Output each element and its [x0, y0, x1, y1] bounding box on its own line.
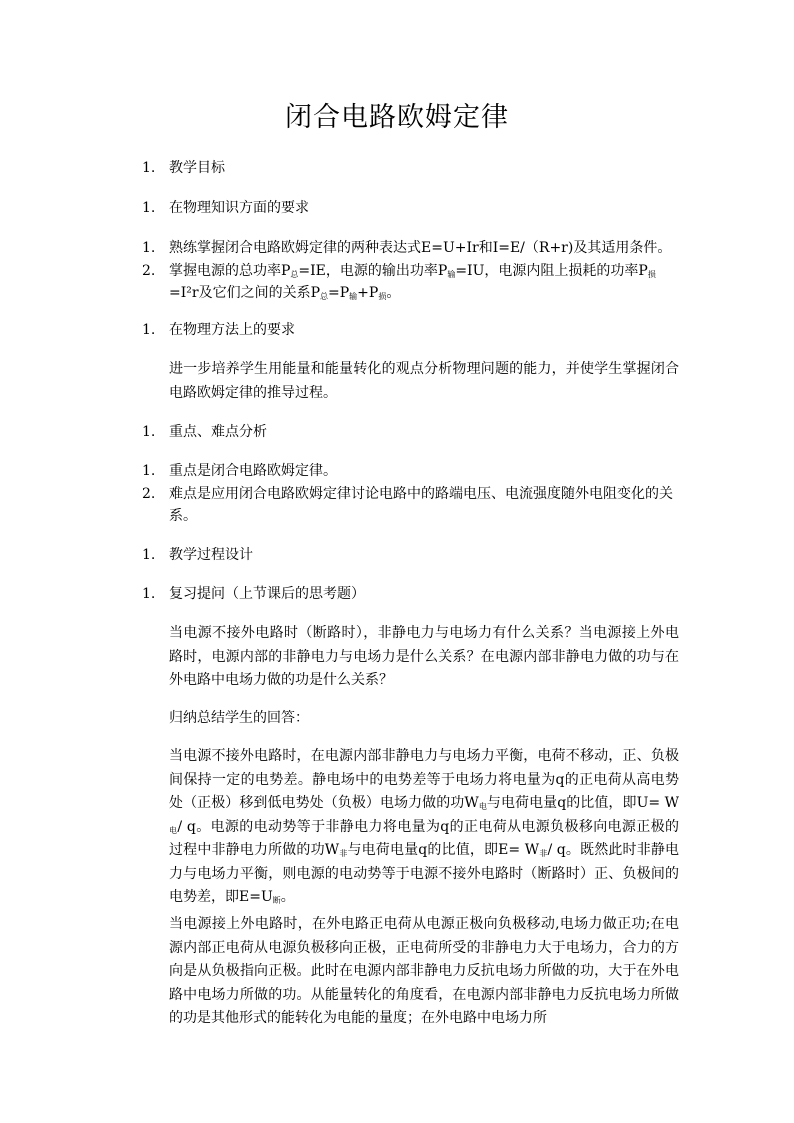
list-item-method-requirement: [142, 319, 682, 341]
method-paragraph: 进一步培养学生用能量和能量转化的观点分析物理问题的能力，并使学生掌握闭合电路欧姆定律的推导过程。: [169, 361, 679, 401]
list-number: 1.: [142, 463, 156, 479]
list-item-physics-requirement: [142, 197, 682, 219]
list-number: 1.: [142, 322, 156, 338]
page-title: 闭合电路欧姆定律: [285, 102, 509, 133]
list-text: 难点是应用闭合电路欧姆定律讨论电路中的路端电压、电流强度随外电阻变化的关系。: [169, 486, 673, 524]
list-number: 1.: [142, 586, 156, 602]
list-item-process: [142, 544, 682, 566]
list-text: 掌握电源的总功率$P_总=IE$，电源的输出功率$P_输=IU$，电源内阻上损耗的功率$P_损=I^2r$及它们之间的关系$P_总=P_输+P_损$。: [169, 263, 656, 301]
list-text: 重点是闭合电路欧姆定律。: [169, 463, 337, 479]
list-item-master-formula: [142, 237, 702, 259]
list-number: 1.: [142, 424, 156, 440]
list-text: 教学过程设计: [169, 547, 253, 563]
list-text: 重点、难点分析: [169, 424, 267, 440]
list-text: 复习提问（上节课后的思考题）: [169, 586, 365, 602]
list-item-teaching-goal: [142, 157, 682, 179]
list-item-key-points: [142, 421, 682, 443]
list-number: 1.: [142, 547, 156, 563]
list-number: 2.: [142, 263, 156, 279]
list-number: 2.: [142, 486, 156, 502]
list-text: 熟练掌握闭合电路欧姆定律的两种表达式E=U+Ir和I=E/（R+r)及其适用条件。: [169, 240, 672, 256]
list-text: 教学目标: [169, 160, 225, 176]
list-item-review: [142, 583, 682, 605]
list-number: 1.: [142, 200, 156, 216]
list-item-key-2: [142, 483, 682, 527]
list-number: 1.: [142, 240, 156, 256]
list-number: 1.: [142, 160, 156, 176]
answer-paragraph-1: 当电源不接外电路时，在电源内部非静电力与电场力平衡，电荷不移动，正、负极间保持一定的电势差。静电场中的电势差等于电场力将电量为q的正电荷从高电势处（正极）移到低电势处（负极）电场力做的功$W_电$与电荷电量q的比值，即$U= W_电/$ q。电源的电动势等于非静电力将电量为q的正电荷从电源负极移向电源正极的过程中非静电力所做的功$W_非$与电荷电量q的比值，即$E= W_非/$ q。既然此时非静电力与电场力平衡，则电源的电动势等于电源不接外电路时（断路时）正、负极间的电势差，即$E=U_断$。: [169, 748, 680, 905]
list-text: 在物理知识方面的要求: [169, 200, 309, 216]
list-item-key-1: [142, 460, 682, 482]
question-paragraph: 当电源不接外电路时（断路时），非静电力与电场力有什么关系？当电源接上外电路时，电源内部的非静电力与电场力是什么关系？在电源内部非静电力做的功与在外电路中电场力做的功是什么关系？: [169, 625, 679, 688]
list-item-power-relations: [142, 260, 682, 304]
answer-paragraph-2: 当电源接上外电路时，在外电路正电荷从电源正极向负极移动,电场力做正功;在电源内部正电荷从电源负极移向正极，正电荷所受的非静电力大于电场力，合力的方向是从负极指向正极。此时在电源内部非静电力反抗电场力所做的功，大于在外电路中电场力所做的功。从能量转化的角度看，在电源内部非静电力反抗电场力所做的功是其他形式的能转化为电能的量度；在外电路中电场力所: [169, 916, 679, 1026]
list-text: 在物理方法上的要求: [169, 322, 295, 338]
summary-label: 归纳总结学生的回答：: [169, 710, 309, 726]
